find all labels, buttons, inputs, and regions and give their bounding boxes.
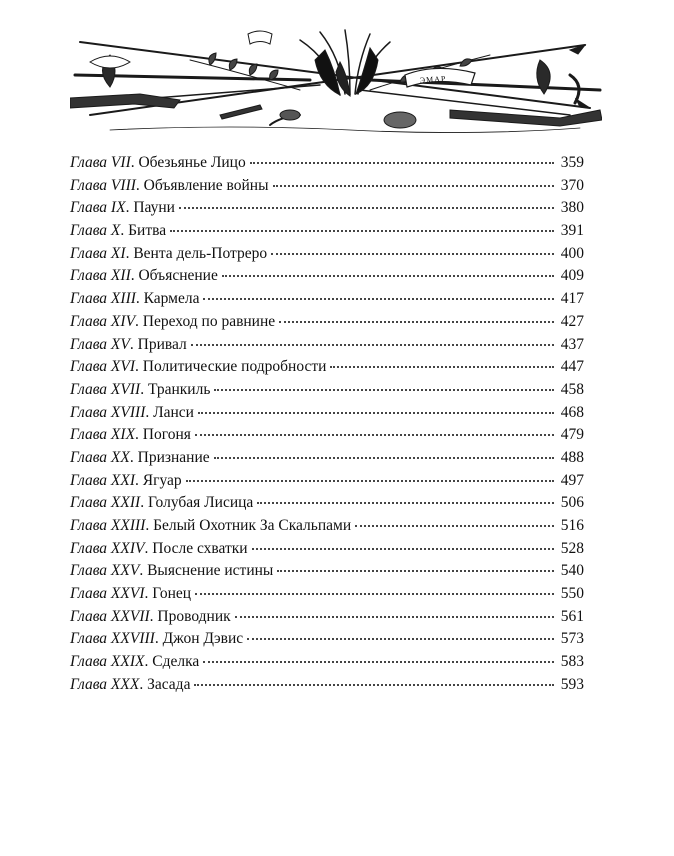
page-number: 497: [560, 471, 584, 489]
dot-leader: [277, 570, 554, 572]
page-number: 561: [560, 607, 584, 625]
dot-leader: [195, 434, 554, 436]
chapter-title: Кармела: [143, 290, 200, 308]
toc-entry: Глава XVI . Политические подробности 447: [70, 356, 584, 379]
toc-entry: Глава XXIII . Белый Охотник За Скальпами 516: [70, 515, 584, 538]
page-number: 583: [560, 653, 584, 671]
chapter-label: Глава XXIX: [70, 653, 145, 671]
page-number: 458: [560, 380, 584, 398]
chapter-label: Глава XXIV: [70, 539, 145, 557]
toc-entry: Глава XII . Объяснение 409: [70, 265, 584, 288]
chapter-label: Глава XIII: [70, 290, 136, 308]
dot-leader: [257, 502, 554, 504]
dot-leader: [198, 412, 554, 414]
chapter-label: Глава XXVI: [70, 585, 145, 603]
dot-leader: [214, 457, 554, 459]
page-number: 370: [560, 176, 584, 194]
chapter-title: Погоня: [142, 426, 191, 444]
dot-leader: [170, 230, 554, 232]
chapter-label: Глава XII: [70, 267, 131, 285]
dot-leader: [252, 548, 554, 550]
chapter-title: Сделка: [152, 653, 200, 671]
toc-entry: Глава XXIX . Сделка 583: [70, 651, 584, 674]
page-number: 488: [560, 448, 584, 466]
toc-entry: Глава XXV . Выяснение истины 540: [70, 560, 584, 583]
chapter-label: Глава XXI: [70, 471, 136, 489]
chapter-title: Пауни: [133, 199, 175, 217]
chapter-title: Битва: [128, 222, 167, 240]
page-number: 400: [560, 244, 584, 262]
page-number: 391: [560, 222, 584, 240]
dot-leader: [179, 207, 554, 209]
dot-leader: [355, 525, 554, 527]
page-number: 437: [560, 335, 584, 353]
page-number: 447: [560, 358, 584, 376]
page-number: 468: [560, 403, 584, 421]
page-number: 409: [560, 267, 584, 285]
chapter-title: Белый Охотник За Скальпами: [153, 517, 352, 534]
page-number: 506: [560, 494, 584, 512]
toc-entry: Глава XXVII . Проводник 561: [70, 606, 584, 629]
toc-entry: Глава XV . Привал 437: [70, 334, 584, 357]
chapter-label: Глава VIII: [70, 176, 136, 194]
toc-entry: Глава XX . Признание 488: [70, 447, 584, 470]
toc-entry: Глава VIII . Объявление войны 370: [70, 175, 584, 198]
page-number: 528: [560, 539, 584, 557]
chapter-title: Засада: [147, 675, 191, 693]
page-number: 593: [560, 675, 584, 693]
chapter-title: Джон Дэвис: [162, 630, 244, 648]
chapter-label: Глава XX: [70, 448, 130, 466]
dot-leader: [203, 298, 554, 300]
dot-leader: [250, 162, 554, 164]
dot-leader: [186, 480, 554, 482]
chapter-label: Глава XIV: [70, 312, 136, 330]
dot-leader: [273, 185, 554, 187]
toc-entry: Глава XXVI . Гонец 550: [70, 583, 584, 606]
dot-leader: [330, 366, 554, 368]
page-number: 417: [560, 290, 584, 308]
chapter-title: Проводник: [157, 607, 231, 625]
chapter-label: Глава XVII: [70, 380, 141, 398]
dot-leader: [191, 344, 554, 346]
toc-entry: Глава XVIII . Ланси 468: [70, 402, 584, 425]
chapter-title: Обезьянье Лицо: [138, 154, 246, 171]
chapter-label: Глава XI: [70, 244, 126, 262]
chapter-title: Голубая Лисица: [147, 494, 254, 512]
chapter-title: Выяснение истины: [147, 562, 274, 580]
dot-leader: [247, 638, 554, 640]
decorative-vignette: [70, 20, 602, 135]
chapter-label: Глава XVI: [70, 358, 136, 376]
chapter-title: Объявление войны: [143, 176, 269, 194]
chapter-title: Привал: [137, 335, 187, 353]
page-number: 516: [560, 517, 584, 534]
page-number: 540: [560, 562, 584, 580]
vignette-ribbon-text: ЭМАР: [419, 74, 447, 85]
chapter-title: После схватки: [152, 539, 248, 557]
chapter-title: Гонец: [152, 585, 192, 603]
chapter-label: Глава X: [70, 222, 121, 240]
toc-entry: Глава XIII . Кармела 417: [70, 288, 584, 311]
page-number: 479: [560, 426, 584, 444]
dot-leader: [271, 253, 554, 255]
page-number: 380: [560, 199, 584, 217]
chapter-label: Глава XVIII: [70, 403, 146, 421]
chapter-title: Транкиль: [147, 380, 211, 398]
chapter-label: Глава XXIII: [70, 517, 146, 534]
page-number: 427: [560, 312, 584, 330]
chapter-title: Объяснение: [138, 267, 218, 285]
chapter-title: Политические подробности: [142, 358, 327, 376]
toc-entry: Глава XXI . Ягуар 497: [70, 470, 584, 493]
page-number: 550: [560, 585, 584, 603]
page-number: 573: [560, 630, 584, 648]
toc-entry: Глава XXIV . После схватки 528: [70, 538, 584, 561]
chapter-label: Глава XV: [70, 335, 130, 353]
toc-entry: Глава VII . Обезьянье Лицо 359: [70, 152, 584, 175]
dot-leader: [222, 275, 554, 277]
toc-entry: Глава XVII . Транкиль 458: [70, 379, 584, 402]
table-of-contents: [70, 152, 584, 697]
page-number: 359: [560, 154, 584, 171]
dot-leader: [235, 616, 554, 618]
toc-entry: Глава XI . Вента дель-Потреро 400: [70, 243, 584, 266]
toc-entry: Глава IX . Пауни 380: [70, 197, 584, 220]
chapter-title: Вента дель-Потреро: [133, 244, 268, 262]
chapter-label: Глава XXVII: [70, 607, 150, 625]
chapter-label: Глава VII: [70, 154, 131, 171]
toc-entry: Глава XIX . Погоня 479: [70, 424, 584, 447]
dot-leader: [279, 321, 554, 323]
chapter-title: Признание: [137, 448, 210, 466]
chapter-label: Глава XXX: [70, 675, 140, 693]
chapter-label: Глава XIX: [70, 426, 136, 444]
dot-leader: [194, 684, 554, 686]
chapter-title: Ланси: [153, 403, 194, 421]
dot-leader: [214, 389, 554, 391]
chapter-title: Переход по равнине: [142, 312, 276, 330]
toc-entry: Глава XXII . Голубая Лисица 506: [70, 492, 584, 515]
chapter-label: Глава XXVIII: [70, 630, 155, 648]
chapter-label: Глава IX: [70, 199, 126, 217]
dot-leader: [203, 661, 554, 663]
toc-entry: Глава X . Битва 391: [70, 220, 584, 243]
chapter-title: Ягуар: [142, 471, 182, 489]
toc-entry: Глава XXX . Засада 593: [70, 674, 584, 697]
chapter-label: Глава XXV: [70, 562, 140, 580]
toc-entry: Глава XXVIII . Джон Дэвис 573: [70, 628, 584, 651]
toc-entry: Глава XIV . Переход по равнине 427: [70, 311, 584, 334]
dot-leader: [195, 593, 554, 595]
chapter-label: Глава XXII: [70, 494, 141, 512]
